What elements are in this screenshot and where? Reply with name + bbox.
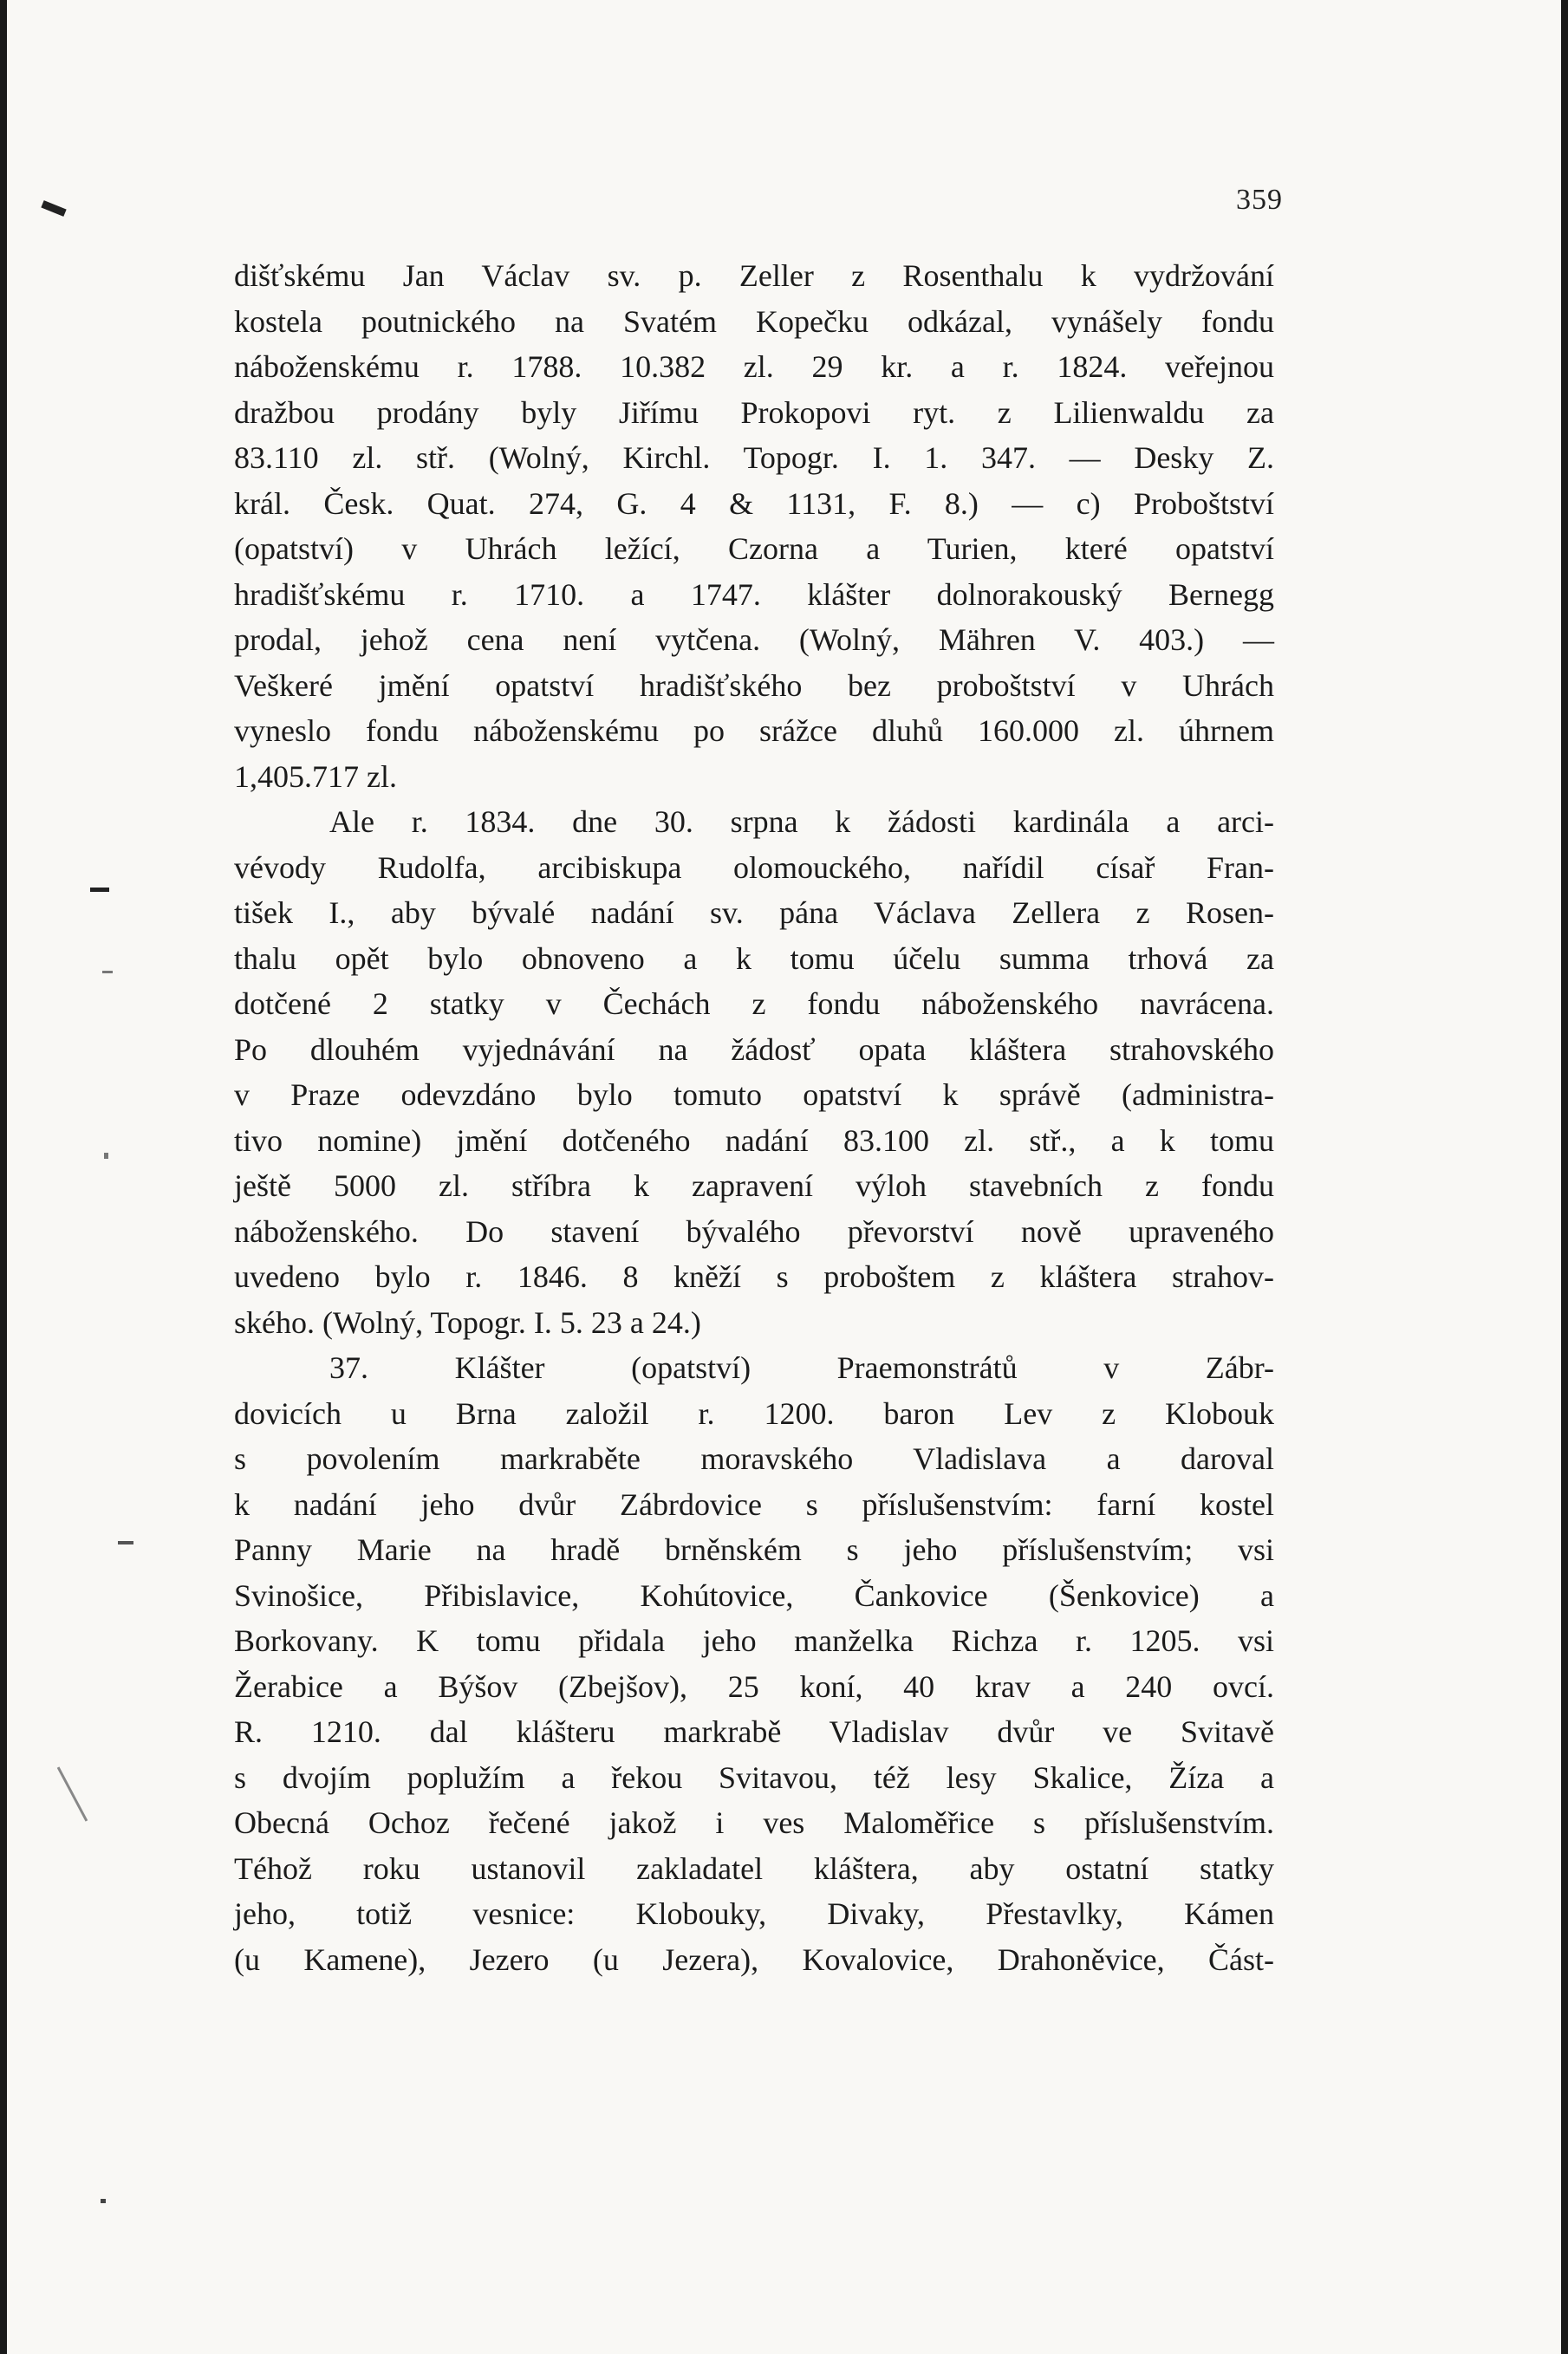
text-line: Veškeré jmění opatství hradišťského bez proboštství v Uhrách: [234, 667, 1274, 703]
section-heading-line: 37. Klášter (opatství) Praemonstrátů v Zábr-: [329, 1350, 1274, 1385]
book-page: [7, 0, 1563, 2354]
text-line: thalu opět bylo obnoveno a k tomu účelu summa trhová za: [234, 940, 1274, 976]
text-line: R. 1210. dal klášteru markrabě Vladislav dvůr ve Svitavě: [234, 1714, 1274, 1749]
page-number: 359: [1236, 184, 1283, 216]
text-line: Svinošice, Přibislavice, Kohútovice, Čankovice (Šenkovice) a: [234, 1577, 1274, 1613]
text-line: (u Kamene), Jezero (u Jezera), Kovalovice, Drahoněvice, Část-: [234, 1941, 1274, 1977]
text-line: ského. (Wolný, Topogr. I. 5. 23 a 24.): [234, 1304, 701, 1340]
scan-artifact-mark: [118, 1541, 133, 1544]
text-line: dovicích u Brna založil r. 1200. baron Lev z Klobouk: [234, 1395, 1274, 1431]
text-line: jeho, totiž vesnice: Klobouky, Divaky, Přestavlky, Kámen: [234, 1896, 1274, 1931]
text-line: prodal, jehož cena není vytčena. (Wolný, Mähren V. 403.) —: [234, 622, 1274, 657]
text-line: k nadání jeho dvůr Zábrdovice s příslušenstvím: farní kostel: [234, 1486, 1274, 1522]
text-line: král. Česk. Quat. 274, G. 4 & 1131, F. 8.) — c) Proboštství: [234, 485, 1274, 521]
text-line: kostela poutnického na Svatém Kopečku odkázal, vynášely fondu: [234, 303, 1274, 339]
text-line: ještě 5000 zl. stříbra k zapravení výloh stavebních z fondu: [234, 1168, 1274, 1203]
text-line: dotčené 2 statky v Čechách z fondu náboženského navrácena.: [234, 986, 1274, 1021]
text-line: 83.110 zl. stř. (Wolný, Kirchl. Topogr. I. 1. 347. — Desky Z.: [234, 440, 1274, 475]
scan-artifact-mark: [41, 200, 66, 217]
text-line: 1,405.717 zl.: [234, 758, 397, 794]
text-line: vévody Rudolfa, arcibiskupa olomouckého, nařídil císař Fran-: [234, 849, 1274, 885]
text-line: (opatství) v Uhrách ležící, Czorna a Turien, které opatství: [234, 531, 1274, 566]
text-line: Obecná Ochoz řečené jakož i ves Maloměřice s příslušenstvím.: [234, 1805, 1274, 1840]
text-line: tivo nomine) jmění dotčeného nadání 83.100 zl. stř., a k tomu: [234, 1122, 1274, 1158]
text-line: tišek I., aby bývalé nadání sv. pána Václava Zellera z Rosen-: [234, 895, 1274, 930]
text-line: dražbou prodány byly Jiřímu Prokopovi ryt. z Lilienwaldu za: [234, 394, 1274, 430]
scan-artifact-mark: [90, 888, 109, 892]
text-line: dišťskému Jan Václav sv. p. Zeller z Rosenthalu k vydržování: [234, 258, 1274, 293]
text-line: Téhož roku ustanovil zakladatel kláštera, aby ostatní statky: [234, 1850, 1274, 1886]
text-line: s dvojím poplužím a řekou Svitavou, též lesy Skalice, Žíza a: [234, 1759, 1274, 1795]
text-line: Po dlouhém vyjednávání na žádosť opata kláštera strahovského: [234, 1031, 1274, 1067]
scan-border-right: [1561, 0, 1568, 2354]
text-line: vyneslo fondu náboženskému po srážce dluhů 160.000 zl. úhrnem: [234, 713, 1274, 748]
text-line: v Praze odevzdáno bylo tomuto opatství k správě (administra-: [234, 1077, 1274, 1112]
text-line: hradišťskému r. 1710. a 1747. klášter dolnorakouský Bernegg: [234, 576, 1274, 612]
text-line: náboženskému r. 1788. 10.382 zl. 29 kr. a r. 1824. veřejnou: [234, 349, 1274, 384]
text-line: Borkovany. K tomu přidala jeho manželka Richza r. 1205. vsi: [234, 1623, 1274, 1658]
text-line: Panny Marie na hradě brněnském s jeho příslušenstvím; vsi: [234, 1532, 1274, 1567]
text-line: Žerabice a Býšov (Zbejšov), 25 koní, 40 krav a 240 ovcí.: [234, 1668, 1274, 1704]
text-line: uvedeno bylo r. 1846. 8 kněží s proboštem z kláštera strahov-: [234, 1259, 1274, 1294]
text-line: s povolením markraběte moravského Vladislava a daroval: [234, 1441, 1274, 1476]
scan-artifact-mark: [104, 1153, 108, 1159]
scan-artifact-mark: [102, 971, 113, 973]
body-text: [234, 253, 1274, 1982]
scan-artifact-mark: [101, 2199, 106, 2203]
scan-artifact-mark: [57, 1766, 88, 1821]
text-line: Ale r. 1834. dne 30. srpna k žádosti kardinála a arci-: [329, 804, 1274, 839]
text-line: náboženského. Do stavení bývalého převorství nově upraveného: [234, 1213, 1274, 1249]
